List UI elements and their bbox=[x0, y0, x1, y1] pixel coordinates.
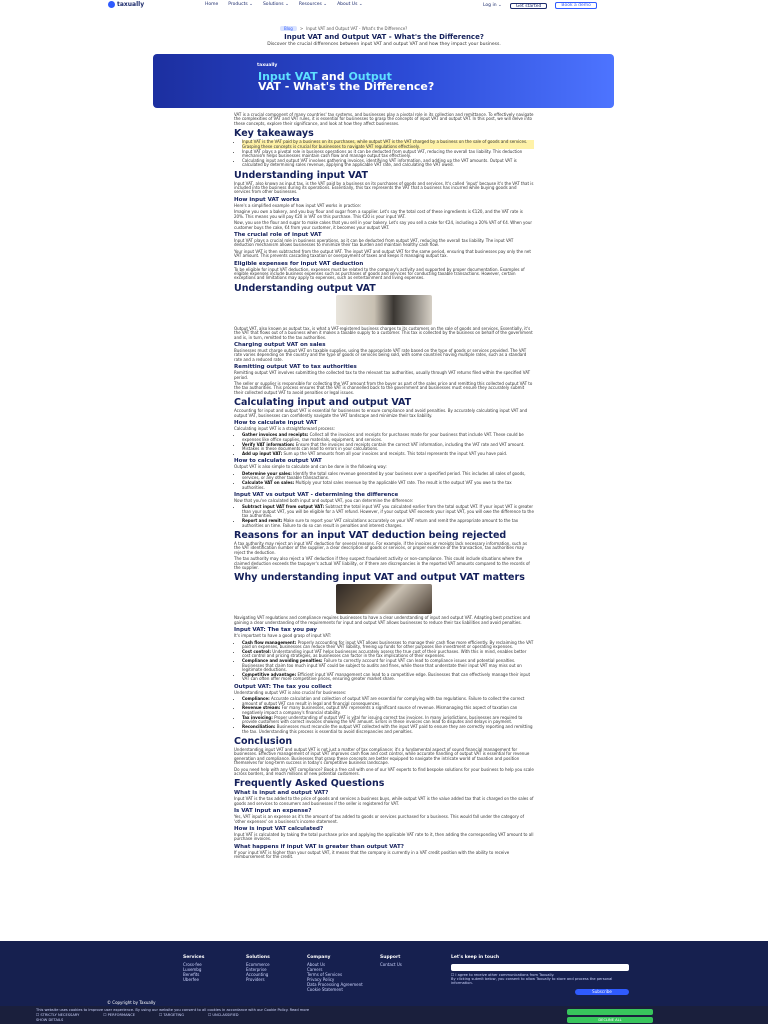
faq-question: Is VAT input an expense? bbox=[234, 808, 312, 815]
taxually-logo[interactable] bbox=[108, 1, 144, 8]
footer-link[interactable]: Privacy Policy bbox=[307, 977, 335, 982]
list-item bbox=[242, 519, 534, 528]
cookie-option-label: PERFORMANCE bbox=[107, 1013, 135, 1017]
footer-link[interactable]: Contact Us bbox=[380, 962, 402, 967]
footer-heading: Company bbox=[307, 955, 331, 960]
calc-output-list bbox=[234, 472, 534, 490]
footer-col-company bbox=[307, 955, 363, 992]
hero-title-part: and bbox=[317, 70, 349, 83]
footer-link[interactable]: Uberfee bbox=[183, 977, 199, 982]
heading-faq: Frequently Asked Questions bbox=[234, 778, 385, 790]
get-started-button[interactable]: Get started bbox=[510, 3, 548, 9]
faq-question: What happens if input VAT is greater than output VAT? bbox=[234, 843, 404, 850]
list-item bbox=[242, 505, 534, 518]
hero-banner bbox=[153, 54, 614, 108]
calc-input-list bbox=[234, 433, 534, 456]
faq-answer: Input VAT is the tax added to the price of goods and services a business buys, while output VAT is the value added tax that is charged on the sales of goods and services to consumers and businesses if the seller is registered for VAT. bbox=[234, 796, 534, 806]
subheading: How input VAT works bbox=[234, 196, 300, 203]
nav-links bbox=[205, 2, 363, 7]
newsletter-email-input[interactable] bbox=[451, 964, 629, 971]
faq-answer: Input VAT is calculated by taking the total purchase price and applying the applicable VAT rate to it, then adding the corresponding VAT amount to all purchase invoices. bbox=[234, 831, 534, 842]
nav-solutions-label: Solutions bbox=[262, 2, 284, 7]
list-item-text: Understanding input VAT helps businesses accurately assess the true cost of their purchases. With this in mind, enables better cost control and pricing strategies, as businesses can factor in the tax implications of their expenses. bbox=[242, 648, 527, 659]
list-item-term: Determine your sales: bbox=[242, 470, 292, 476]
cookie-option-necessary[interactable]: ☐ STRICTLY NECESSARY bbox=[36, 1013, 80, 1017]
footer-link[interactable]: Data Processing Agreement bbox=[307, 982, 363, 987]
chevron-down-icon: ⌄ bbox=[285, 2, 289, 7]
list-item: • Input VAT is the VAT paid by a business on its purchases, while output VAT is the VAT charged by a business on the sale of goods and services. Grasping these concepts is crucial for businesses to navigate VAT regulations effectively. bbox=[242, 140, 534, 149]
heading-conclusion: Conclusion bbox=[234, 735, 293, 747]
cookie-options bbox=[36, 1013, 239, 1017]
list-item-text: For many businesses, output VAT represents a significant source of revenue. Mismanaging this aspect of taxation can negatively impact a company's financial stability. bbox=[242, 705, 518, 715]
list-item-text: Collect all the invoices and receipts for purchases made for your business that include VAT. These could be expenses like office supplies, raw materials, equipment, and services. bbox=[242, 432, 524, 442]
nav-about-label: About Us bbox=[337, 2, 358, 7]
footer-link[interactable]: Cross-fee bbox=[183, 962, 202, 967]
list-item bbox=[242, 673, 534, 682]
cookie-message: This website uses cookies to improve user experience. By using our website you consent to all cookies in accordance with our Cookie Policy. bbox=[36, 1008, 289, 1012]
cookie-option-label: TARGETING bbox=[163, 1013, 185, 1017]
paragraph: Input VAT plays a crucial role in business operations, as it can be deducted from output VAT, reducing the overall tax liability. The input VAT deduction mechanism allows businesses to minimize their tax burden and maintain healthy cash flow. bbox=[234, 237, 514, 248]
paragraph: Here's a simplified example of how input VAT works in practice: bbox=[234, 202, 362, 208]
heading-why-matters: Why understanding input VAT and output VAT matters bbox=[234, 572, 525, 584]
faq-answer: Yes, VAT input is an expense as it's the amount of tax added to goods or services purchased for a business. This would fall under the category of 'other expenses' on a business's income statement. bbox=[234, 814, 524, 824]
footer-link[interactable]: Careers bbox=[307, 967, 323, 972]
newsletter-heading: Let's keep in touch bbox=[451, 955, 500, 960]
chevron-down-icon: ⌄ bbox=[358, 2, 363, 7]
newsletter-consent bbox=[451, 973, 629, 985]
footer-link[interactable]: Cookie Statement bbox=[307, 987, 343, 992]
copyright: © Copyright by Taxually bbox=[107, 1000, 156, 1005]
nav-about[interactable] bbox=[337, 2, 363, 7]
nav-solutions[interactable] bbox=[263, 2, 289, 7]
cookie-option-label: UNCLASSIFIED bbox=[212, 1013, 239, 1017]
cookie-accept-button[interactable] bbox=[567, 1009, 653, 1015]
subheading: How to calculate input VAT bbox=[234, 420, 318, 427]
chevron-down-icon: ⌄ bbox=[249, 2, 253, 7]
heading-output-vat: Understanding output VAT bbox=[234, 282, 376, 294]
list-item-term: Compliance: bbox=[242, 696, 270, 702]
chevron-down-icon: ⌄ bbox=[323, 2, 328, 7]
heading-rejected: Reasons for an input VAT deduction being rejected bbox=[234, 529, 507, 541]
footer-link[interactable]: Enterprise bbox=[246, 967, 267, 972]
footer-col-support bbox=[380, 955, 402, 967]
footer-link[interactable]: Benefits bbox=[183, 972, 200, 977]
subheading: How to calculate output VAT bbox=[234, 458, 322, 465]
paragraph: Your input VAT is then subtracted from the output VAT. The input VAT and output VAT for the same period, ensuring that businesses pay only the net VAT amount. This prevents cascading taxation or overpayment of taxes and keeps it managing output tax. bbox=[234, 248, 531, 259]
list-item-term: Cost control: bbox=[242, 648, 271, 654]
paragraph: Imagine you own a bakery, and you buy flour and sugar from a supplier. Let's say the total cost of these ingredients is €120, and the VAT rate is 20%. This means you will pay €20 in VAT on this purchase. This €20 is your input VAT. bbox=[234, 209, 523, 219]
list-item-term: Calculate VAT on sales: bbox=[242, 480, 295, 486]
subheading: The crucial role of input VAT bbox=[234, 231, 322, 238]
hero-title-part: Output bbox=[348, 70, 392, 83]
cookie-decline-button[interactable]: DECLINE ALL bbox=[567, 1017, 653, 1023]
breadcrumb-separator: > bbox=[299, 26, 304, 31]
list-item-text: Businesses must reconcile the output VAT collected with the input VAT paid to ensure they are correctly reporting and remitting the tax. Understanding this process is essential to avoid discrepancies and penalties. bbox=[242, 724, 533, 734]
list-item-text: Identify the total sales revenue generated by your business over a specified period. This includes all sales of goods, services, or any other taxable transactions. bbox=[242, 470, 526, 481]
output-vat-benefits-list bbox=[234, 697, 534, 734]
logo-icon bbox=[108, 1, 115, 8]
paragraph: Accounting for input and output VAT is essential for businesses to ensure compliance and avoid penalties. By accurately calculating input VAT and output VAT, businesses can confidently navigate the VAT landscape and minimize their tax liability. bbox=[234, 408, 528, 418]
paragraph: It's important to have a good grasp of input VAT: bbox=[234, 633, 332, 639]
footer-heading: Solutions bbox=[246, 955, 270, 960]
book-demo-button[interactable]: Book a demo bbox=[555, 2, 597, 9]
list-item bbox=[242, 481, 534, 490]
paragraph: To be eligible for input VAT deduction, expenses must be related to the company's activity and supported by proper documentation. Examples of eligible expenses include business expenses such as purchases of goods and services for conducting taxable transactions. However, certain exceptions and limitations may apply to expenses, such as entertainment and living expenses. bbox=[234, 266, 525, 281]
list-item-term: Gather invoices and receipts: bbox=[242, 432, 309, 438]
paragraph: Input VAT, also known as input tax, is the VAT paid by a business on its purchases of goods and services. It's called 'input' because it's the VAT that is included into the business during its operations. Essentially, this tax represents the VAT that a business has incurred while buying goods and services from other businesses. bbox=[234, 180, 534, 195]
nav-actions bbox=[483, 2, 597, 9]
list-item-text: Proper understanding of output VAT is vital for issuing correct tax invoices. In many jurisdictions, businesses are required to provide customers with correct invoices showing the VAT amount. Errors in these invoices can lead to disputes and delays in payment. bbox=[242, 714, 523, 725]
intro-paragraph: VAT is a crucial component of many countries' tax systems, and businesses play a pivotal role in its collection and remittance. To effectively navigate the complexities of VAT and VAT rules, it is essential for businesses to grasp the concepts of input VAT and output VAT. In this post, we will delve into these concepts, explore their significance, and look at how they affect businesses. bbox=[234, 112, 534, 126]
subheading: Input VAT vs output VAT - determining the difference bbox=[234, 492, 399, 498]
list-item-term: Report and remit: bbox=[242, 518, 283, 524]
subheading: Input VAT: The tax you pay bbox=[234, 627, 318, 634]
cookie-option-label: STRICTLY NECESSARY bbox=[40, 1013, 80, 1017]
subheading: Eligible expenses for input VAT deduction bbox=[234, 260, 364, 267]
list-item-text: Sum up the VAT amounts from all your invoices and receipts. This total represents the input VAT you have paid. bbox=[282, 451, 508, 457]
heading-input-vat: Understanding input VAT bbox=[234, 169, 368, 181]
list-item bbox=[242, 659, 534, 672]
footer-link[interactable]: Ecommerce bbox=[246, 962, 270, 967]
breadcrumb-current: Input VAT and Output VAT - What's the Difference? bbox=[306, 26, 408, 31]
list-item-text: Make sure to report your VAT calculations accurately on your VAT return and remit the appropriate amount to the tax authorities on time. Failure to do so can result in penalties and interest charges. bbox=[242, 518, 519, 528]
heading-key-takeaways: Key takeaways bbox=[234, 128, 314, 140]
list-item-term: Compliance and avoiding penalties: bbox=[242, 658, 323, 664]
article-image-person-laptop bbox=[336, 295, 432, 325]
footer-col-solutions bbox=[246, 955, 270, 982]
hero-logo: taxually bbox=[257, 63, 278, 68]
page-subtitle: Discover the crucial differences between input VAT and output VAT and how they impact your business. bbox=[267, 42, 501, 47]
login-label: Log in bbox=[483, 3, 497, 8]
footer-link[interactable]: Accounting bbox=[246, 972, 269, 977]
list-item-text: Subtract the total input VAT you calculated earlier from the total output VAT. If your input VAT is greater than your output VAT, you will be eligible for a VAT refund. However, if your output VAT exceeds your input VAT, you will owe the difference to the tax authorities. bbox=[242, 504, 534, 519]
cookie-show-details[interactable]: SHOW DETAILS bbox=[36, 1018, 64, 1022]
article-body bbox=[234, 113, 534, 862]
hero-title-part: VAT - What's the Difference? bbox=[258, 80, 435, 93]
article-image-calculator bbox=[336, 584, 432, 614]
subheading: Charging output VAT on sales bbox=[234, 341, 326, 348]
newsletter-heading-wrap bbox=[451, 955, 499, 962]
nav-home[interactable]: Home bbox=[205, 2, 219, 7]
top-nav bbox=[0, 0, 768, 10]
paragraph: Output VAT, also known as output tax, is what a VAT-registered business charges to its customers on the sale of goods and services. Essentially, it's the VAT that flows out of a business when it makes a taxable supply to a customer. This tax is collected by the business on behalf of the government and is, in turn, remitted to the tax authorities. bbox=[234, 325, 533, 340]
checkbox-icon[interactable]: ☐ bbox=[451, 973, 455, 977]
faq-question: What is input and output VAT? bbox=[234, 790, 329, 797]
list-item-term: Tax invoicing: bbox=[242, 714, 273, 720]
footer-col-services bbox=[183, 955, 204, 982]
footer-link[interactable]: Providers bbox=[246, 977, 265, 982]
subheading: Output VAT: The tax you collect bbox=[234, 683, 332, 690]
nav-products[interactable] bbox=[228, 2, 253, 7]
nav-resources-label: Resources bbox=[298, 2, 322, 7]
logo-text: taxually bbox=[117, 1, 145, 8]
paragraph: Output VAT is also simple to calculate and can be done in the following way: bbox=[234, 464, 387, 470]
footer-link[interactable]: Luxembg bbox=[183, 967, 202, 972]
cookie-banner bbox=[0, 1006, 768, 1024]
list-item-text: Accurate calculation and collection of output VAT are essential for complying with tax regulations. Failure to collect the correct amount of output VAT can result in legal and financial consequences. bbox=[242, 696, 525, 706]
cookie-option-unclassified[interactable]: ☐ UNCLASSIFIED bbox=[208, 1013, 239, 1017]
list-item bbox=[242, 725, 534, 734]
faq-question: How is input VAT calculated? bbox=[234, 825, 324, 832]
paragraph: Now, you use the flour and sugar to make cakes that you sell in your bakery. Let's say you sell a cake for €24, including a 20% VAT of €4. When your customer buys the cake, €4 from your customer, it becomes your output VAT. bbox=[234, 220, 533, 230]
breadcrumb-blog[interactable]: Blog bbox=[280, 26, 297, 31]
paragraph: Calculating input VAT is a straightforward process: bbox=[234, 426, 335, 432]
paragraph: The seller or supplier is responsible for collecting the VAT amount from the buyer as part of the sales price and remitting this collected output VAT to the tax authorities. This process ensures that the VAT is channelled back to the government and businesses must ensure they accurately submit their collected output VAT to avoid penalties or legal issues. bbox=[234, 381, 533, 395]
nav-products-label: Products bbox=[228, 2, 248, 7]
footer-heading: Services bbox=[183, 955, 205, 960]
subheading: Remitting output VAT to tax authorities bbox=[234, 364, 357, 371]
list-item-term: Revenue stream: bbox=[242, 705, 281, 711]
list-item-text: Efficient input VAT management can lead to a competitive edge. Businesses that can effectively manage their input VAT can often offer more competitive prices, ensuring greater market share. bbox=[242, 671, 531, 682]
cookie-option-performance[interactable]: ☐ PERFORMANCE bbox=[103, 1013, 135, 1017]
list-item-term: Subtract input VAT from output VAT: bbox=[242, 504, 325, 510]
paragraph: Do you need help with any VAT compliance? Book a free call with one of our VAT experts to find bespoke solutions for your business to help you scale across borders, and reach millions of new potential customers. bbox=[234, 766, 534, 776]
list-item-term: Competitive advantage: bbox=[242, 671, 297, 677]
list-item-term: Cash flow management: bbox=[242, 639, 297, 645]
page-title: Input VAT and Output VAT - What's the Difference? bbox=[284, 33, 484, 41]
difference-list bbox=[234, 505, 534, 528]
list-item-term: Verify VAT information: bbox=[242, 441, 295, 447]
heading-calculating: Calculating input and output VAT bbox=[234, 397, 412, 409]
list-item-text: Multiply your total sales revenue by the applicable VAT rate. The result is the output VAT you owe to the tax authorities. bbox=[242, 480, 512, 490]
list-item: • Calculating input and output VAT involves gathering invoices, identifying VAT information, and adding up the VAT amounts. Output VAT is calculated by determining sales revenue, applying the applicable VAT rate, and calculating the VAT owed. bbox=[242, 159, 534, 168]
cookie-text bbox=[36, 1008, 309, 1012]
paragraph: A tax authority may reject an input VAT deduction for several reasons. For example, if the invoices or receipts lack necessary information, such as the VAT identification number of the supplier, a clear description of goods or services, or proper evidence of the transaction, tax authorities may reject the deduction. bbox=[234, 540, 528, 555]
paragraph: Navigating VAT regulations and compliance requires businesses to have a clear understanding of input and output VAT. Adapting best practices and gaining a clear understanding of the requirements for input and output VAT allows businesses to reduce their tax liabilities and avoid penalties. bbox=[234, 615, 531, 625]
footer-link[interactable]: About Us bbox=[307, 962, 326, 967]
cookie-read-more-link[interactable]: Read more bbox=[289, 1008, 310, 1012]
consent-note: By clicking submit below, you consent to allow Taxually to store and process the personal information. bbox=[451, 977, 613, 985]
paragraph: Understanding output VAT is also crucial for businesses: bbox=[234, 689, 347, 695]
footer-link[interactable]: Terms of Services bbox=[307, 972, 343, 977]
list-item-term: Reconciliation: bbox=[242, 724, 276, 730]
list-item bbox=[242, 452, 534, 456]
hero-title bbox=[258, 72, 478, 92]
paragraph: The tax authority may also reject a VAT deduction if they suspect fraudulent activity or non-compliance. This could include situations where the claimed deduction exceeds the taxpayer's actual VAT liability, or if there are discrepancies in the reported VAT amounts compared to the records of the supplier. bbox=[234, 556, 530, 570]
consent-label: I agree to receive other communications from Taxually. bbox=[455, 973, 555, 977]
login-link[interactable] bbox=[483, 3, 502, 8]
paragraph: Businesses must charge output VAT on taxable supplies, using the appropriate VAT rate based on the type of goods or services provided. The VAT rate varies depending on the country and the type of goods or services being sold, with some countries having multiple rates, such as a standard rate and a reduced rate. bbox=[234, 347, 527, 362]
paragraph: Understanding input VAT and output VAT is not just a matter of tax compliance; it's a fundamental aspect of sound financial management for businesses. Effective management of input VAT improves cash flow and cost control, while accurate handling of output VAT is essential for revenue generation and compliance. Businesses that grasp these concepts are better equipped to navigate the intricate world of taxation and position themselves for long-term success in today's competitive business landscape. bbox=[234, 746, 530, 766]
list-item-term: Add up input VAT: bbox=[242, 451, 283, 457]
cookie-option-targeting[interactable]: ☐ TARGETING bbox=[159, 1013, 185, 1017]
key-takeaways-list bbox=[234, 140, 534, 167]
hero-title-part: Input VAT bbox=[258, 70, 318, 83]
list-item-text: Properly accounting for input VAT allows businesses to manage their cash flow more efficiently. By reclaiming the VAT paid on expenses, businesses can reduce their VAT liability, freeing up funds for other purposes like investment or operating expenses. bbox=[242, 639, 534, 649]
nav-resources[interactable] bbox=[299, 2, 327, 7]
subscribe-button[interactable]: Subscribe bbox=[575, 989, 629, 995]
faq-answer: If your input VAT is higher than your output VAT, it means that the company is currently in a VAT credit position with the ability to receive reimbursement for the credit. bbox=[234, 849, 510, 860]
list-item: • Input VAT plays a pivotal role in business operations as it can be deducted from output VAT, reducing the overall tax liability. This deduction mechanism helps businesses maintain cash flow and manage output tax effectively. bbox=[242, 150, 534, 159]
list-item-text: Failure to correctly account for input VAT can lead to compliance issues and potential penalties. Businesses that claim too much input VAT could be subject to audits and fines, while those that understate their input VAT may miss out on legitimate deductions. bbox=[242, 658, 522, 673]
paragraph: Now that you've calculated both input and output VAT, you can determine the difference: bbox=[234, 498, 414, 503]
list-item-text: Ensure that the invoices and receipts contain the correct VAT information, including the VAT rate and VAT amount. Mistakes in these documents can lead to errors in your calculations. bbox=[242, 441, 525, 452]
input-vat-benefits-list bbox=[234, 641, 534, 682]
paragraph: Remitting output VAT involves submitting the collected tax to the relevant tax authorities, usually through VAT returns filed within the specified VAT period. bbox=[234, 370, 531, 380]
breadcrumb bbox=[280, 26, 407, 31]
footer-heading: Support bbox=[380, 955, 401, 960]
chevron-down-icon: ⌄ bbox=[498, 3, 502, 8]
